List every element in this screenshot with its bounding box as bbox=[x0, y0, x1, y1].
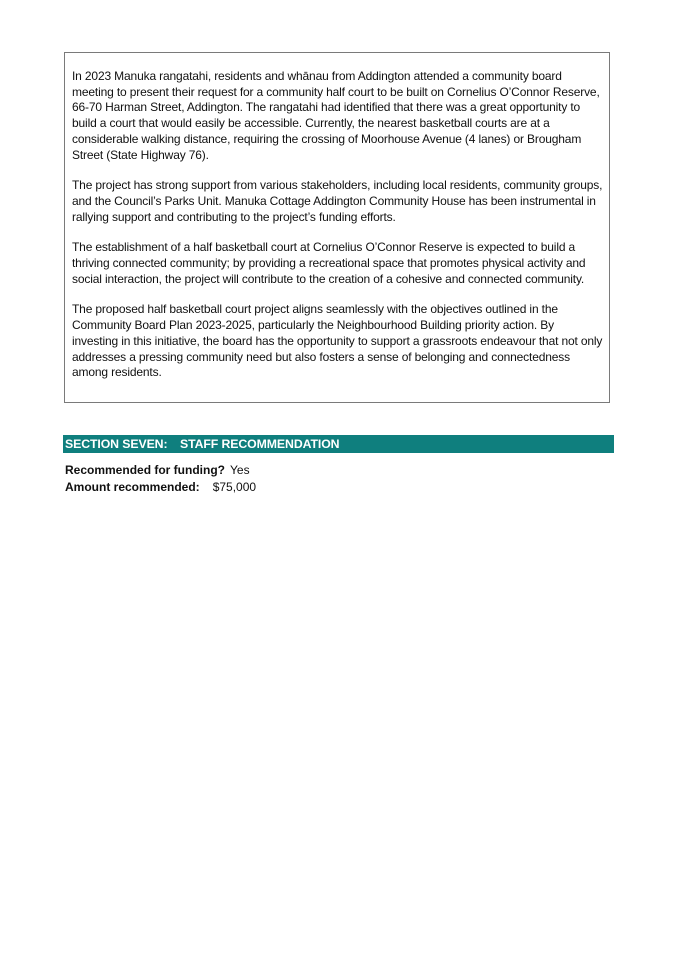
amount-recommendation-row bbox=[65, 480, 256, 495]
funding-recommendation-row bbox=[65, 463, 250, 478]
funding-label: Recommended for funding? bbox=[65, 463, 225, 477]
amount-label: Amount recommended: bbox=[65, 480, 200, 494]
narrative-paragraph: The proposed half basketball court project aligns seamlessly with the objectives outlined in the Community Board Plan 2023-2025, particularly the Neighbourhood Building priority action. By investing in this initiative, the board has the opportunity to support a grassroots endeavour that not only addresses a pressing community need but also fosters a sense of belonging and connectedness among residents. bbox=[72, 302, 603, 380]
section-header bbox=[63, 435, 614, 453]
section-number: SECTION SEVEN: bbox=[65, 437, 168, 451]
section-title: STAFF RECOMMENDATION bbox=[180, 437, 340, 451]
funding-value: Yes bbox=[230, 463, 250, 477]
narrative-paragraph: The project has strong support from various stakeholders, including local residents, community groups, and the Council’s Parks Unit. Manuka Cottage Addington Community House has been instrumental in rallying support and contributing to the project’s funding efforts. bbox=[72, 178, 603, 224]
narrative-paragraph: The establishment of a half basketball court at Cornelius O’Connor Reserve is expected to build a thriving connected community; by providing a recreational space that promotes physical activity and social interaction, the project will contribute to the creation of a cohesive and connected community. bbox=[72, 240, 586, 286]
narrative-text-box bbox=[64, 52, 610, 403]
amount-value: $75,000 bbox=[212, 480, 257, 494]
narrative-paragraph: In 2023 Manuka rangatahi, residents and whānau from Addington attended a community board meeting to present their request for a community half court to be built on Cornelius O’Connor Reserve, 66-70 Harman Street, Addington. The rangatahi had identified that there was a great opportunity to build a court that would easily be accessible. Currently, the nearest basketball courts are at a considerable walking distance, requiring the crossing of Moorhouse Avenue (4 lanes) or Brougham Street (State Highway 76). bbox=[72, 69, 600, 162]
